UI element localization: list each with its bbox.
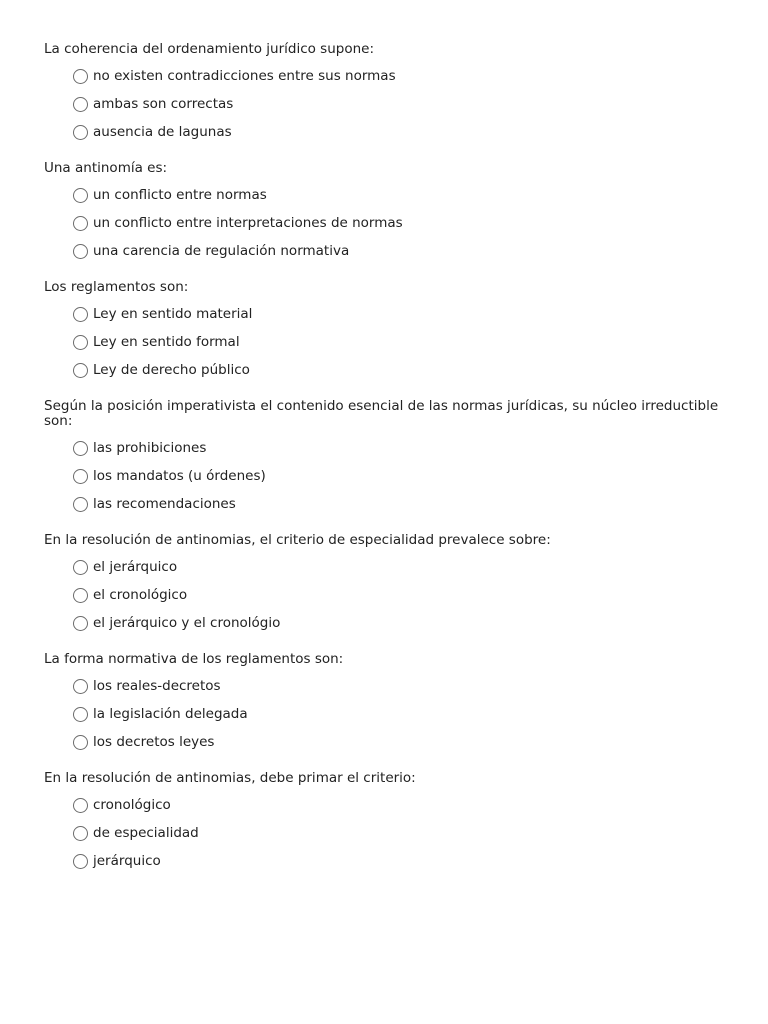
option-label: jerárquico bbox=[93, 853, 161, 869]
option-label: el jerárquico bbox=[93, 559, 178, 575]
answer-option[interactable] bbox=[73, 609, 724, 637]
radio-button[interactable] bbox=[73, 244, 88, 259]
option-list bbox=[44, 181, 724, 265]
option-list bbox=[44, 300, 724, 384]
answer-option[interactable] bbox=[73, 118, 724, 146]
option-label: de especialidad bbox=[93, 825, 199, 841]
option-list bbox=[44, 791, 724, 875]
radio-button[interactable] bbox=[73, 363, 88, 378]
answer-option[interactable] bbox=[73, 490, 724, 518]
option-label: un conflicto entre normas bbox=[93, 187, 267, 203]
radio-button[interactable] bbox=[73, 854, 88, 869]
radio-button[interactable] bbox=[73, 826, 88, 841]
option-label: los reales-decretos bbox=[93, 678, 221, 694]
question-text: La coherencia del ordenamiento jurídico supone: bbox=[44, 41, 375, 57]
answer-option[interactable] bbox=[73, 328, 724, 356]
radio-button[interactable] bbox=[73, 125, 88, 140]
option-label: las prohibiciones bbox=[93, 440, 207, 456]
option-list bbox=[44, 672, 724, 756]
radio-button[interactable] bbox=[73, 335, 88, 350]
answer-option[interactable] bbox=[73, 819, 724, 847]
answer-option[interactable] bbox=[73, 434, 724, 462]
question-text: Los reglamentos son: bbox=[44, 279, 189, 295]
radio-button[interactable] bbox=[73, 69, 88, 84]
option-label: Ley en sentido material bbox=[93, 306, 253, 322]
answer-option[interactable] bbox=[73, 237, 724, 265]
answer-option[interactable] bbox=[73, 700, 724, 728]
radio-button[interactable] bbox=[73, 560, 88, 575]
radio-button[interactable] bbox=[73, 469, 88, 484]
radio-button[interactable] bbox=[73, 735, 88, 750]
option-label: un conflicto entre interpretaciones de normas bbox=[93, 215, 403, 231]
answer-option[interactable] bbox=[73, 209, 724, 237]
question-5 bbox=[44, 531, 724, 637]
radio-button[interactable] bbox=[73, 707, 88, 722]
option-label: el cronológico bbox=[93, 587, 188, 603]
radio-button[interactable] bbox=[73, 307, 88, 322]
question-3 bbox=[44, 278, 724, 384]
option-label: la legislación delegada bbox=[93, 706, 248, 722]
radio-button[interactable] bbox=[73, 616, 88, 631]
radio-button[interactable] bbox=[73, 188, 88, 203]
answer-option[interactable] bbox=[73, 300, 724, 328]
answer-option[interactable] bbox=[73, 847, 724, 875]
answer-option[interactable] bbox=[73, 581, 724, 609]
radio-button[interactable] bbox=[73, 97, 88, 112]
radio-button[interactable] bbox=[73, 679, 88, 694]
question-4 bbox=[44, 397, 724, 518]
answer-option[interactable] bbox=[73, 181, 724, 209]
answer-option[interactable] bbox=[73, 672, 724, 700]
question-2 bbox=[44, 159, 724, 265]
option-label: Ley de derecho público bbox=[93, 362, 250, 378]
option-list bbox=[44, 553, 724, 637]
option-label: las recomendaciones bbox=[93, 496, 236, 512]
quiz-form bbox=[44, 40, 724, 888]
radio-button[interactable] bbox=[73, 216, 88, 231]
option-list bbox=[44, 62, 724, 146]
question-1 bbox=[44, 40, 724, 146]
radio-button[interactable] bbox=[73, 798, 88, 813]
option-label: no existen contradicciones entre sus normas bbox=[93, 68, 396, 84]
question-text: En la resolución de antinomias, debe primar el criterio: bbox=[44, 770, 416, 786]
answer-option[interactable] bbox=[73, 356, 724, 384]
option-label: los mandatos (u órdenes) bbox=[93, 468, 266, 484]
radio-button[interactable] bbox=[73, 441, 88, 456]
option-label: cronológico bbox=[93, 797, 171, 813]
option-label: ambas son correctas bbox=[93, 96, 234, 112]
option-label: los decretos leyes bbox=[93, 734, 215, 750]
answer-option[interactable] bbox=[73, 90, 724, 118]
radio-button[interactable] bbox=[73, 588, 88, 603]
option-label: el jerárquico y el cronológio bbox=[93, 615, 281, 631]
question-text: La forma normativa de los reglamentos son: bbox=[44, 651, 344, 667]
question-text: Una antinomía es: bbox=[44, 160, 168, 176]
question-6 bbox=[44, 650, 724, 756]
option-label: una carencia de regulación normativa bbox=[93, 243, 350, 259]
question-text: Según la posición imperativista el contenido esencial de las normas jurídicas, su núcleo irreductible son: bbox=[44, 398, 719, 429]
answer-option[interactable] bbox=[73, 728, 724, 756]
question-text: En la resolución de antinomias, el criterio de especialidad prevalece sobre: bbox=[44, 532, 551, 548]
option-label: Ley en sentido formal bbox=[93, 334, 240, 350]
radio-button[interactable] bbox=[73, 497, 88, 512]
answer-option[interactable] bbox=[73, 791, 724, 819]
option-label: ausencia de lagunas bbox=[93, 124, 232, 140]
answer-option[interactable] bbox=[73, 62, 724, 90]
answer-option[interactable] bbox=[73, 553, 724, 581]
answer-option[interactable] bbox=[73, 462, 724, 490]
option-list bbox=[44, 434, 724, 518]
question-7 bbox=[44, 769, 724, 875]
